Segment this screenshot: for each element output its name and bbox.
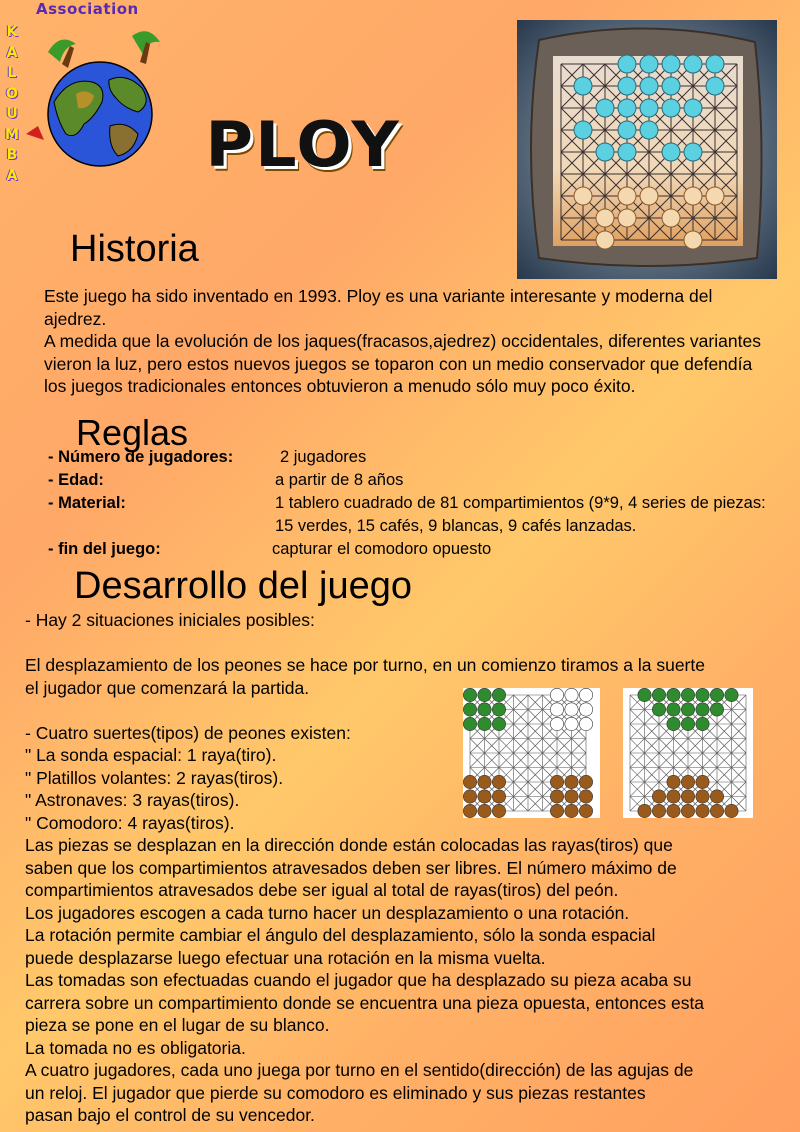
board-piece	[681, 688, 694, 701]
photo-piece	[618, 121, 636, 139]
photo-piece	[596, 231, 614, 249]
board-piece	[463, 717, 476, 730]
board-piece	[667, 703, 680, 716]
rule-row	[48, 492, 788, 538]
photo-piece	[706, 55, 724, 73]
board-piece	[565, 790, 578, 803]
board-piece	[478, 775, 491, 788]
board-piece	[638, 804, 651, 817]
photo-piece	[618, 99, 636, 117]
logo-letter: U	[6, 106, 18, 122]
photo-piece	[706, 187, 724, 205]
association-label: Association	[36, 0, 139, 18]
desarrollo-line: La tomada no es obligatoria.	[25, 1037, 246, 1058]
board-photo	[517, 20, 777, 279]
board-piece	[492, 775, 505, 788]
board-piece	[478, 804, 491, 817]
game-title: PLOY	[205, 108, 401, 181]
historia-paragraph: Este juego ha sido inventado en 1993. Ploy es una variante interesante y moderna del ajedrez.	[44, 286, 713, 329]
desarrollo-line: La rotación permite cambiar el ángulo del desplazamiento, sólo la sonda espacial	[25, 925, 656, 945]
board-piece	[565, 688, 578, 701]
board-piece	[710, 790, 723, 803]
board-piece	[696, 717, 709, 730]
desarrollo-line: saben que los compartimientos atravesados deben ser libres. El número máximo de	[25, 857, 677, 878]
board-piece	[565, 804, 578, 817]
desarrollo-text	[25, 609, 785, 1127]
historia-text	[44, 285, 779, 398]
desarrollo-line: " Platillos volantes: 2 rayas(tiros).	[25, 767, 284, 788]
desarrollo-line: Las piezas se desplazan en la dirección donde están colocadas las rayas(tiros) que	[25, 835, 673, 855]
desarrollo-line: - Hay 2 situaciones iniciales posibles:	[25, 610, 315, 630]
board-piece	[492, 717, 505, 730]
board-piece	[550, 775, 563, 788]
photo-piece	[618, 209, 636, 227]
board-piece	[550, 688, 563, 701]
rule-label: - Número de jugadores:	[48, 448, 234, 466]
board-piece	[463, 703, 476, 716]
logo-letter: A	[6, 167, 18, 184]
photo-piece	[662, 143, 680, 161]
board-piece	[681, 790, 694, 803]
board-piece	[565, 717, 578, 730]
board-piece	[463, 688, 476, 701]
desarrollo-line: " Astronaves: 3 rayas(tiros).	[25, 790, 240, 810]
board-piece	[579, 790, 592, 803]
photo-piece	[618, 187, 636, 205]
desarrollo-line: pieza se pone en el lugar de su blanco.	[25, 1015, 330, 1035]
rule-label: - fin del juego:	[48, 540, 161, 558]
photo-piece	[662, 55, 680, 73]
photo-piece	[574, 187, 592, 205]
logo-letter: O	[6, 85, 18, 102]
desarrollo-line: pasan bajo el control de su vencedor.	[25, 1105, 315, 1125]
rule-label: - Material:	[48, 494, 126, 512]
photo-piece	[574, 121, 592, 139]
board-piece	[710, 703, 723, 716]
board-piece	[550, 804, 563, 817]
photo-piece	[640, 121, 658, 139]
logo-letter: A	[6, 44, 18, 61]
board-piece	[579, 775, 592, 788]
board-piece	[710, 688, 723, 701]
board-piece	[652, 703, 665, 716]
board-piece	[579, 717, 592, 730]
photo-piece	[706, 77, 724, 95]
photo-piece	[684, 231, 702, 249]
photo-piece	[684, 55, 702, 73]
desarrollo-line: compartimientos atravesados debe ser igual al total de rayas(tiros) del peón.	[25, 880, 619, 900]
board-piece	[478, 703, 491, 716]
desarrollo-line	[25, 632, 785, 655]
rule-row	[48, 469, 788, 492]
board-piece	[463, 790, 476, 803]
board-piece	[463, 804, 476, 817]
board-piece	[696, 688, 709, 701]
board-piece	[681, 804, 694, 817]
board-piece	[492, 688, 505, 701]
board-piece	[667, 775, 680, 788]
desarrollo-line: carrera sobre un compartimiento donde se encuentra una pieza opuesta, entonces esta	[25, 992, 705, 1013]
rule-row	[48, 538, 788, 561]
photo-piece	[640, 77, 658, 95]
board-piece	[478, 688, 491, 701]
initial-setup-board-1	[463, 688, 600, 818]
board-piece	[550, 717, 563, 730]
board-piece	[667, 688, 680, 701]
board-piece	[492, 703, 505, 716]
board-piece	[579, 703, 592, 716]
board-piece	[681, 703, 694, 716]
board-piece	[696, 703, 709, 716]
logo-letter: L	[7, 65, 17, 81]
photo-piece	[596, 99, 614, 117]
photo-piece	[574, 77, 592, 95]
board-piece	[696, 804, 709, 817]
desarrollo-line: puede desplazarse luego efectuar una rotación en la misma vuelta.	[25, 947, 546, 968]
desarrollo-line: Las tomadas son efectuadas cuando el jugador que ha desplazado su pieza acaba su	[25, 970, 692, 990]
photo-piece	[662, 99, 680, 117]
board-piece	[579, 804, 592, 817]
initial-setup-board-2	[623, 688, 753, 818]
desarrollo-line: un reloj. El jugador que pierde su comodoro es eliminado y sus piezas restantes	[25, 1082, 646, 1103]
logo-letter: B	[6, 147, 18, 163]
board-piece	[478, 790, 491, 803]
board-piece	[681, 717, 694, 730]
board-piece	[565, 775, 578, 788]
board-piece	[565, 703, 578, 716]
photo-piece	[684, 99, 702, 117]
photo-piece	[684, 187, 702, 205]
photo-piece	[684, 143, 702, 161]
desarrollo-line: - Cuatro suertes(tipos) de peones existen:	[25, 722, 351, 743]
photo-piece	[640, 99, 658, 117]
desarrollo-heading: Desarrollo del juego	[74, 565, 412, 607]
board-piece	[492, 804, 505, 817]
board-piece	[550, 703, 563, 716]
rule-value: 2 jugadores	[280, 448, 367, 466]
photo-piece	[596, 143, 614, 161]
rule-row	[48, 446, 788, 469]
board-piece	[696, 790, 709, 803]
desarrollo-line: A cuatro jugadores, cada uno juega por turno en el sentido(dirección) de las agujas de	[25, 1060, 694, 1080]
historia-heading: Historia	[70, 228, 199, 270]
desarrollo-line: Los jugadores escogen a cada turno hacer un desplazamiento o una rotación.	[25, 902, 630, 923]
desarrollo-line: " La sonda espacial: 1 raya(tiro).	[25, 745, 277, 765]
photo-piece	[662, 77, 680, 95]
board-piece	[492, 790, 505, 803]
rule-value: a partir de 8 años	[275, 471, 404, 489]
rule-label: - Edad:	[48, 471, 104, 489]
board-piece	[579, 688, 592, 701]
logo-letter: K	[6, 24, 18, 40]
photo-piece	[618, 77, 636, 95]
rule-value: 1 tablero cuadrado de 81 compartimientos (9*9, 4 series de piezas: 15 verdes, 15 cafés, 9 blancas, 9 cafés lanzadas.	[275, 494, 766, 535]
board-piece	[652, 790, 665, 803]
kaloumba-vertical-letters	[2, 22, 22, 186]
photo-piece	[662, 209, 680, 227]
photo-piece	[640, 187, 658, 205]
photo-piece	[596, 209, 614, 227]
board-piece	[725, 688, 738, 701]
board-piece	[725, 804, 738, 817]
desarrollo-line: " Comodoro: 4 rayas(tiros).	[25, 812, 235, 833]
rule-value: capturar el comodoro opuesto	[272, 540, 492, 558]
board-piece	[550, 790, 563, 803]
historia-paragraph: A medida que la evolución de los jaques(fracasos,ajedrez) occidentales, diferentes variantes vieron la luz, pero estos nuevos juegos se toparon con un medio conservador que defendía los juegos tradicionales entonces obtuvieron a menudo sólo muy poco éxito.	[44, 331, 761, 396]
board-piece	[667, 717, 680, 730]
board-piece	[638, 688, 651, 701]
board-piece	[667, 804, 680, 817]
board-piece	[478, 717, 491, 730]
board-piece	[710, 804, 723, 817]
logo-letter: M	[5, 126, 19, 143]
board-piece	[463, 775, 476, 788]
reglas-heading: Reglas	[76, 412, 189, 453]
board-piece	[681, 775, 694, 788]
rules-list	[48, 446, 788, 561]
board-piece	[667, 790, 680, 803]
photo-piece	[640, 55, 658, 73]
globe-logo-icon	[14, 22, 164, 167]
board-piece	[652, 804, 665, 817]
board-piece	[652, 688, 665, 701]
photo-piece	[618, 55, 636, 73]
desarrollo-line: el jugador que comenzará la partida.	[25, 677, 310, 698]
desarrollo-line: El desplazamiento de los peones se hace por turno, en un comienzo tiramos a la suerte	[25, 655, 705, 675]
photo-piece	[618, 143, 636, 161]
board-piece	[696, 775, 709, 788]
